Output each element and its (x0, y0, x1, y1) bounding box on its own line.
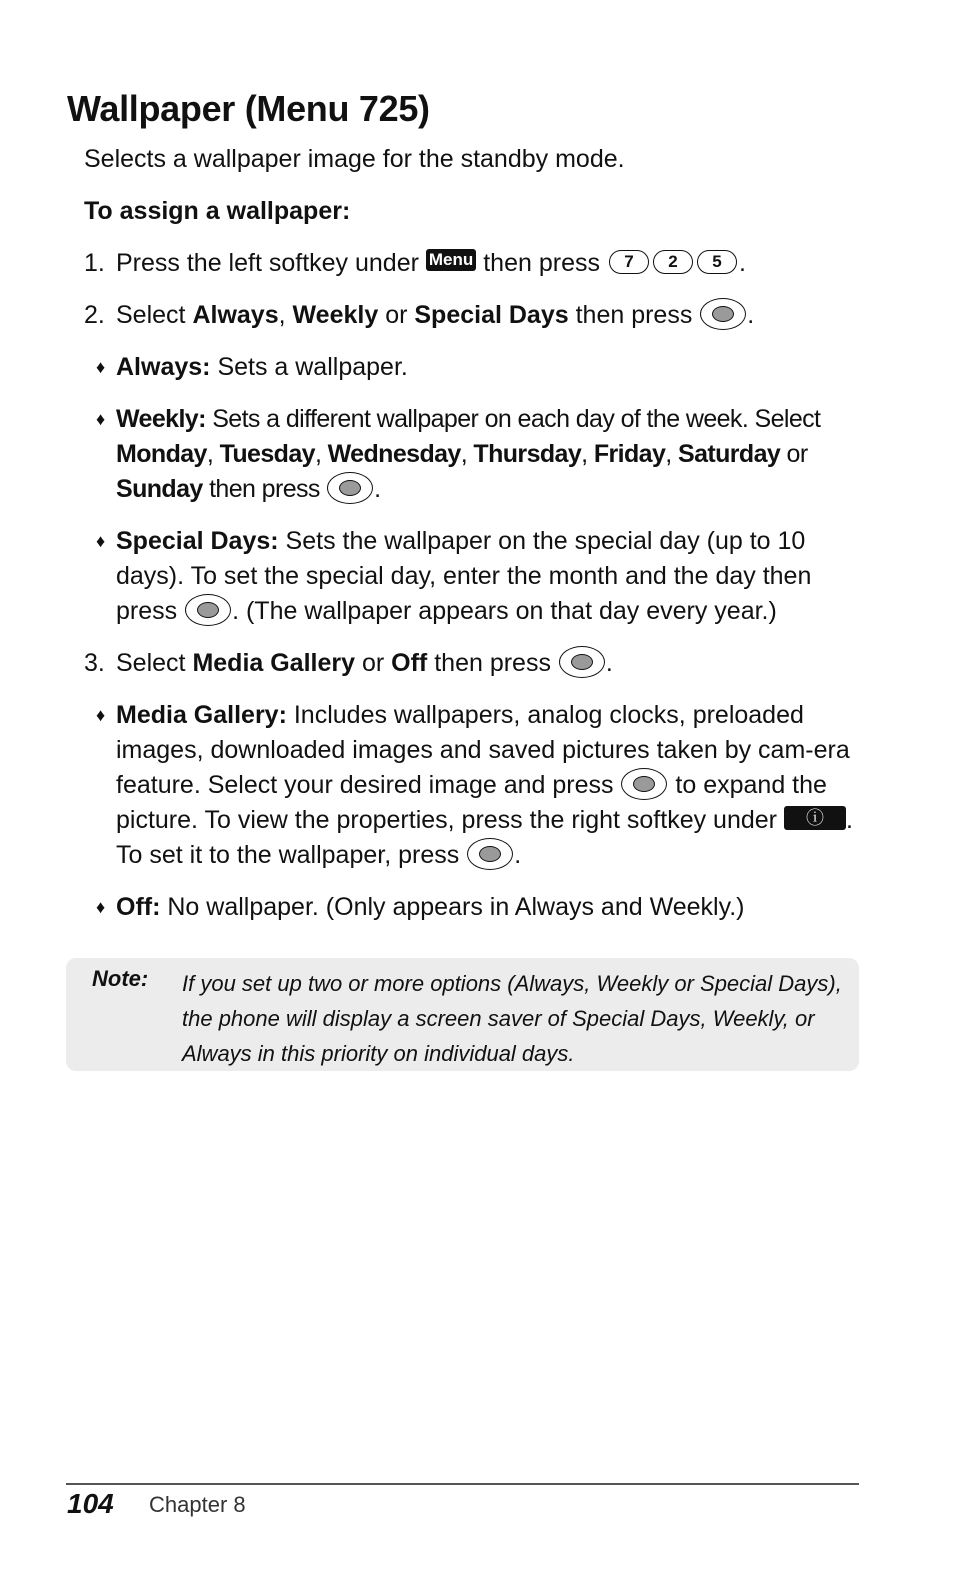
step-1 (84, 246, 746, 281)
day-saturday: Saturday (678, 440, 781, 468)
bullet-off (96, 890, 856, 925)
diamond-bullet-icon: ♦ (96, 409, 105, 429)
step-2-select: Select (116, 301, 186, 329)
bullet-always (96, 350, 856, 385)
bullet-weekly: ♦ Weekly: Sets a different wallpaper on each day of the week. Select Monday, Tuesday, Wednesday, Thursday, Friday, Saturday or Sunday then press . (96, 402, 856, 507)
media-text-1: Includes wallpapers, analog clocks, preloaded images, downloaded images and saved pictures taken by cam-era feature. Select your desired image and press (116, 701, 850, 799)
key-7-icon: 7 (609, 250, 649, 274)
ok-key-icon (621, 768, 667, 800)
weekly-label: Weekly: (116, 405, 206, 433)
media-label: Media Gallery: (116, 701, 287, 729)
weekly-end: . (374, 475, 381, 503)
media-text-3: . To set it to the wallpaper, press (116, 806, 853, 869)
diamond-bullet-icon: ♦ (96, 705, 106, 725)
step-1-text-a: Press the left softkey under (116, 249, 419, 277)
intro-text: Selects a wallpaper image for the standby mode. (84, 145, 625, 173)
day-sunday: Sunday (116, 475, 203, 503)
option-special-days: Special Days (414, 301, 569, 329)
option-weekly: Weekly (292, 301, 379, 329)
step-2-number: 2. (84, 301, 105, 329)
step-3-number: 3. (84, 649, 105, 677)
step-3-or: or (361, 649, 385, 677)
step-3-select: Select (116, 649, 186, 677)
option-off: Off (391, 649, 428, 677)
footer-divider (66, 1483, 859, 1485)
menu-softkey-icon: Menu (426, 249, 476, 271)
always-label: Always: (116, 353, 211, 381)
step-1-text-b: then press (483, 249, 600, 277)
note-label: Note: (92, 966, 149, 991)
step-2-then: then press (575, 301, 693, 329)
diamond-bullet-icon: ♦ (96, 531, 106, 551)
day-thursday: Thursday (473, 440, 582, 468)
diamond-bullet-icon: ♦ (96, 357, 106, 377)
option-always: Always (192, 301, 279, 329)
special-text-2: . (The wallpaper appears on that day every year.) (232, 597, 777, 625)
ok-key-icon (327, 472, 373, 504)
assign-heading: To assign a wallpaper: (84, 197, 351, 225)
weekly-then: then press (209, 475, 320, 503)
key-2-icon: 2 (653, 250, 693, 274)
special-text-1: Sets the wallpaper on the special day (up to 10 days). To set the special day, enter the month and the day then press (116, 527, 812, 625)
always-text: Sets a wallpaper. (217, 353, 408, 381)
day-wednesday: Wednesday (327, 440, 461, 468)
note-text: If you set up two or more options (Always, Weekly or Special Days), the phone will display a screen saver of Special Days, Weekly, or Always in this priority on individual days. (182, 971, 842, 1066)
page-number: 104 (67, 1488, 114, 1519)
diamond-bullet-icon: ♦ (96, 897, 106, 917)
off-label: Off: (116, 893, 161, 921)
media-text-2: to expand the picture. To view the properties, press the right softkey under (116, 771, 827, 834)
step-3-end: . (605, 649, 613, 677)
day-monday: Monday (116, 440, 207, 468)
key-5-icon: 5 (697, 250, 737, 274)
bullet-special-days (96, 524, 856, 629)
weekly-text: Sets a different wallpaper on each day of the week. Select (212, 405, 821, 433)
step-3-then: then press (434, 649, 551, 677)
ok-key-icon (467, 838, 513, 870)
bullet-media-gallery (96, 698, 856, 873)
special-label: Special Days: (116, 527, 279, 555)
properties-softkey-icon: ⓘ (784, 806, 846, 830)
step-2-end: . (747, 301, 755, 329)
weekly-or: or (786, 440, 808, 468)
step-2-comma: , (278, 301, 286, 329)
ok-key-icon (559, 646, 605, 678)
option-media-gallery: Media Gallery (192, 649, 356, 677)
media-end: . (514, 841, 522, 869)
ok-key-icon (185, 594, 231, 626)
step-2 (84, 298, 754, 333)
chapter-label: Chapter 8 (149, 1492, 246, 1517)
step-1-end: . (738, 249, 746, 277)
day-tuesday: Tuesday (219, 440, 315, 468)
step-3 (84, 646, 613, 681)
day-friday: Friday (593, 440, 666, 468)
note-box (66, 958, 859, 1071)
ok-key-icon (700, 298, 746, 330)
step-1-number: 1. (84, 249, 105, 277)
step-2-or: or (385, 301, 408, 329)
off-text: No wallpaper. (Only appears in Always and Weekly.) (167, 893, 745, 921)
page-title: Wallpaper (Menu 725) (67, 88, 430, 129)
